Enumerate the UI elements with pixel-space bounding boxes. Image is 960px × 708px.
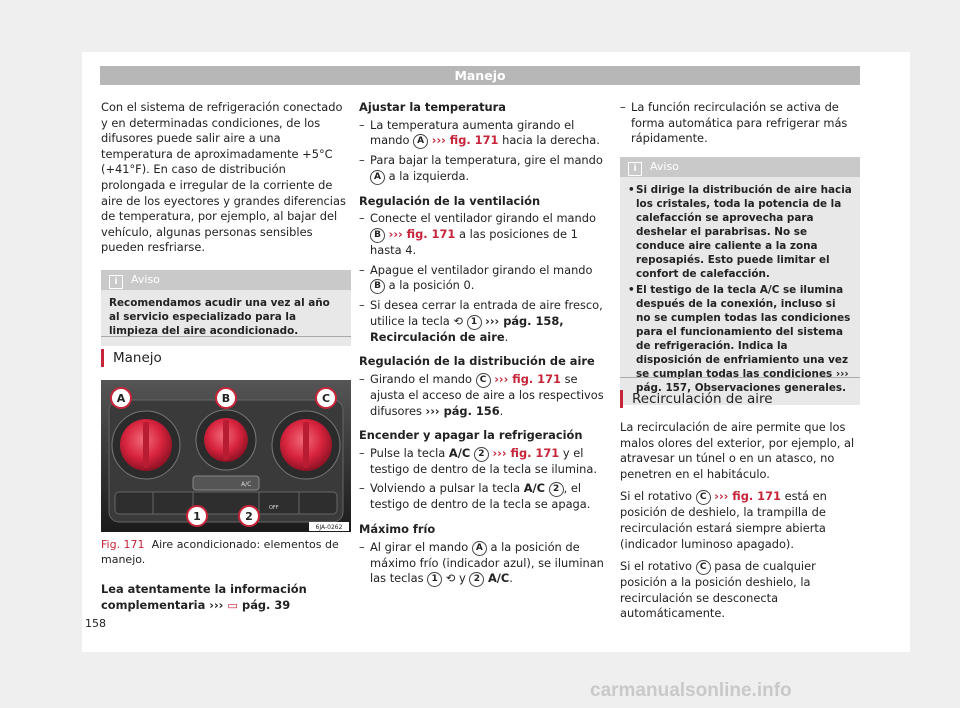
column-left	[101, 100, 351, 346]
recirculation-icon: ⟲	[445, 571, 456, 586]
recirc-p2: Si el rotativo C ››› fig. 171 está en posición de deshielo, la trampilla de recirculación estará siempre abierta (indicador luminoso apagado).	[620, 489, 827, 551]
label-c: C	[321, 392, 331, 405]
vent-item-3: – Si desea cerrar la entrada de aire fresco, utilice la tecla ⟲ 1 ››› pág. 158, Recirculación de aire.	[359, 298, 604, 345]
temp-title: Ajustar la temperatura	[359, 100, 506, 114]
ac-key: A/C	[487, 571, 510, 586]
ac-key: A/C	[448, 445, 471, 460]
recirc-text	[620, 420, 860, 629]
figure-171-photo	[101, 380, 351, 532]
aviso-bullet-2: • El testigo de la tecla A/C se ilumina después de la conexión, incluso si no se cumplen todas las condiciones para el funcionamiento del sistema de refrigeración. Indica la disposición de enfriamiento una vez se cumplan todas las condiciones ››› pág. 157, Observaciones generales.	[628, 283, 852, 395]
button-2-badge: 2	[474, 447, 489, 462]
button-1-badge: 1	[427, 572, 442, 587]
temp-item-1: – La temperatura aumenta girando el mando A ››› fig. 171 hacia la derecha.	[359, 118, 604, 150]
aviso-box	[101, 270, 351, 346]
label-2: 2	[245, 510, 253, 523]
recirculation-icon: ⟲	[453, 313, 463, 328]
page-link[interactable]: ››› pág. 158, Recirculación de aire	[370, 313, 564, 344]
book-icon: ▭	[227, 597, 239, 612]
caption-text: Aire acondicionado: elementos de manejo.	[101, 538, 339, 566]
knob-a	[112, 411, 180, 479]
max-item-1: – Al girar el mando A a la posición de máximo frío (indicador azul), se iluminan las teclas 1 ⟲ y 2 A/C.	[359, 540, 604, 588]
knob-b	[196, 410, 256, 470]
vent-item-2: – Apague el ventilador girando el mando B a la posición 0.	[359, 263, 604, 295]
lead-reference: Lea atentamente la información complementaria ››› ▭ pág. 39	[101, 582, 307, 612]
recirc-note: – La función recirculación se activa de forma automática para refrigerar más rápidamente.	[620, 100, 860, 147]
lead-page-link[interactable]: pág. 39	[242, 597, 291, 612]
knob-b-badge: B	[370, 279, 385, 294]
knob-c	[272, 411, 340, 479]
column-right	[620, 100, 860, 405]
aviso-header	[101, 270, 351, 290]
button-2-badge: 2	[549, 482, 564, 497]
aviso-label: Aviso	[131, 272, 160, 286]
knob-a-badge: A	[472, 541, 487, 556]
temp-item-2: – Para bajar la temperatura, gire el mando A a la izquierda.	[359, 153, 604, 185]
page-header: Manejo	[100, 66, 860, 85]
button-row-bottom	[115, 492, 337, 514]
page-link[interactable]: ››› pág. 157, Observaciones generales	[636, 367, 849, 394]
ac-key: A/C	[523, 481, 546, 496]
column-middle	[359, 100, 604, 591]
label-a: A	[116, 392, 126, 405]
aviso-header-2	[620, 157, 860, 177]
off-label: OFF	[269, 505, 279, 511]
section-title-manejo: Manejo	[101, 336, 351, 373]
lead-ref-arrows: ›››	[209, 597, 224, 612]
vent-title: Regulación de la ventilación	[359, 193, 541, 208]
page-link[interactable]: ››› pág. 156	[425, 403, 500, 418]
knob-c-badge: C	[696, 490, 711, 505]
section-title-recirculacion: Recirculación de aire	[620, 377, 860, 414]
aviso-label: Aviso	[650, 159, 679, 173]
recirc-p3: Si el rotativo C pasa de cualquier posición a la posición deshielo, la recirculación se desconecta automáticamente.	[620, 559, 816, 621]
ac-panel-illustration	[101, 380, 351, 532]
figure-caption	[101, 537, 351, 567]
aviso-box-2	[620, 157, 860, 405]
knob-c-badge: C	[476, 373, 491, 388]
ac-key: A/C	[759, 283, 780, 296]
watermark: carmanualsonline.info	[590, 680, 792, 701]
fig-link[interactable]: ››› fig. 171	[494, 371, 561, 386]
fig-link[interactable]: ››› fig. 171	[431, 133, 499, 148]
knob-a-badge: A	[370, 170, 385, 185]
ac-title: Encender y apagar la refrigeración	[359, 428, 583, 443]
knob-a-badge: A	[413, 134, 428, 149]
max-title: Máximo frío	[359, 521, 436, 536]
button-1-badge: 1	[467, 315, 482, 330]
ac-key-label: A/C	[241, 481, 252, 488]
fig-link[interactable]: ››› fig. 171	[492, 445, 560, 460]
ac-item-2: – Volviendo a pulsar la tecla A/C 2 , el testigo de dentro de la tecla se apaga.	[359, 481, 604, 513]
vent-item-1: – Conecte el ventilador girando el mando B ››› fig. 171 a las posiciones de 1 hasta 4.	[359, 211, 604, 258]
figure-code: 6JA-0262	[315, 524, 343, 531]
dist-item-1: – Girando el mando C ››› fig. 171 se ajusta el acceso de aire a los respectivos difusores ››› pág. 156.	[359, 372, 604, 419]
aviso-text: Recomendamos acudir una vez al año al servicio especializado para la limpieza del aire acondicionado.	[109, 296, 330, 337]
knob-c-badge: C	[696, 560, 711, 575]
dist-title: Regulación de la distribución de aire	[359, 354, 595, 369]
label-1: 1	[193, 510, 201, 523]
info-icon: i	[628, 162, 642, 176]
info-icon: i	[109, 275, 123, 289]
label-b: B	[221, 392, 231, 405]
aviso-body-2	[620, 177, 860, 395]
fig-link[interactable]: ››› fig. 171	[714, 489, 781, 504]
caption-figno: Fig. 171	[101, 538, 145, 551]
page-number: 158	[85, 617, 106, 630]
recirc-p1: La recirculación de aire permite que los malos olores del exterior, por ejemplo, al atravesar un túnel o en un atasco, no penetren en el habitáculo.	[620, 420, 855, 481]
ac-item-1: – Pulse la tecla A/C 2 ››› fig. 171 y el testigo de dentro de la tecla se ilumina.	[359, 446, 604, 478]
intro-paragraph: Con el sistema de refrigeración conectado y en determinadas condiciones, de los difusores puede salir aire a una temperatura de aproximadamente +5°C (+41°F). En caso de distribución prolongada e irregular de la corriente de aire de los eyectores y grandes diferencias de temperatura, por ejemplo, al bajar del vehículo, algunas personas sensibles pueden resfriarse.	[101, 100, 346, 255]
button-2-badge: 2	[469, 572, 484, 587]
knob-b-badge: B	[370, 228, 385, 243]
fig-link[interactable]: ››› fig. 171	[388, 226, 456, 241]
aviso-bullet-1: • Si dirige la distribución de aire hacia los cristales, toda la potencia de la calefacción se aprovecha para deshelar el parabrisas. No se conduce aire caliente a la zona reposapiés. Esto puede limitar el confort de calefacción.	[628, 183, 852, 281]
